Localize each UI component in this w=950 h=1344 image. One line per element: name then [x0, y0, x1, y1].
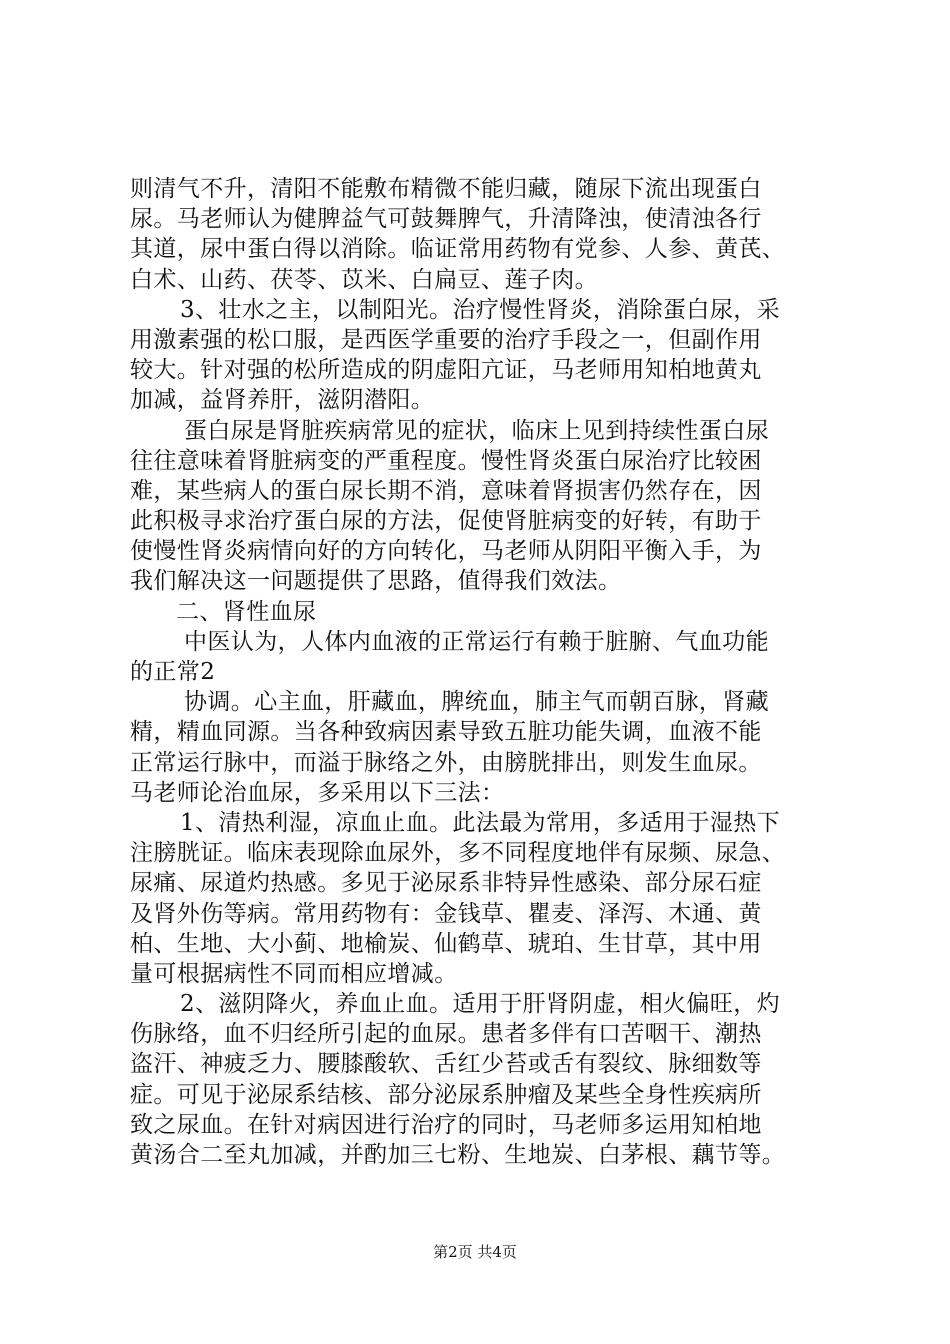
text-line: 柏、生地、大小蓟、地榆炭、仙鹤草、琥珀、生甘草，其中用	[130, 930, 762, 957]
text-line: 尿痛、尿道灼热感。多见于泌尿系非特异性感染、部分尿石症	[130, 870, 762, 897]
text-line: 难，某些病人的蛋白尿长期不消，意味着肾损害仍然存在，因	[130, 477, 762, 504]
text-line: 则清气不升，清阳不能敷布精微不能归藏，随尿下流出现蛋白	[130, 176, 762, 202]
text-line: 尿。马老师认为健脾益气可鼓舞脾气，升清降浊，使清浊各行	[130, 206, 762, 233]
text-line: 其道，尿中蛋白得以消除。临证常用药物有党参、人参、黄芪、	[130, 236, 786, 263]
text-line: 致之尿血。在针对病因进行治疗的同时，马老师多运用知柏地	[130, 1111, 762, 1138]
text-line: 1、清热利湿，凉血止血。此法最为常用，多适用于湿热下	[180, 809, 781, 836]
text-line: 此积极寻求治疗蛋白尿的方法，促使肾脏病变的好转，有助于	[130, 508, 762, 535]
text-line: 2、滋阴降火，养血止血。适用于肝肾阴虚，相火偏旺，灼	[180, 991, 781, 1018]
text-line: 往往意味着肾脏病变的严重程度。慢性肾炎蛋白尿治疗比较困	[130, 447, 762, 474]
text-line: 盗汗、神疲乏力、腰膝酸软、舌红少苔或舌有裂纹、脉细数等	[130, 1051, 762, 1078]
text-line: 中医认为，人体内血液的正常运行有赖于脏腑、气血功能	[184, 628, 769, 655]
page-number-label: 第2页 共4页	[433, 1243, 517, 1261]
text-line: 较大。针对强的松所造成的阴虚阳亢证，马老师用知柏地黄丸	[130, 357, 762, 384]
text-line: 及肾外伤等病。常用药物有：金钱草、瞿麦、泽泻、木通、黄	[130, 900, 762, 927]
text-line: 正常运行脉中，而溢于脉络之外，由膀胱排出，则发生血尿。	[130, 749, 762, 776]
text-line: 协调。心主血，肝藏血，脾统血，肺主气而朝百脉，肾藏	[184, 689, 769, 716]
text-line: 注膀胱证。临床表现除血尿外，多不同程度地伴有尿频、尿急、	[130, 840, 786, 867]
text-line: 伤脉络，血不归经所引起的血尿。患者多伴有口苦咽干、潮热	[130, 1021, 762, 1048]
section-heading: 二、肾性血尿	[176, 598, 317, 625]
text-line: 的正常2	[130, 659, 216, 685]
page-footer	[0, 1242, 950, 1262]
text-line: 使慢性肾炎病情向好的方向转化，马老师从阴阳平衡入手，为	[130, 538, 762, 565]
text-line: 蛋白尿是肾脏疾病常见的症状，临床上见到持续性蛋白尿	[184, 417, 769, 444]
text-line: 量可根据病性不同而相应增减。	[130, 960, 458, 987]
text-line: 加减，益肾养肝，滋阴潜阳。	[130, 387, 435, 414]
text-line: 我们解决这一问题提供了思路，值得我们效法。	[130, 568, 622, 595]
text-line: 3、壮水之主，以制阳光。治疗慢性肾炎，消除蛋白尿，采	[180, 296, 781, 323]
text-line: 白术、山药、茯苓、苡米、白扁豆、莲子肉。	[130, 266, 598, 293]
text-line: 精，精血同源。当各种致病因素导致五脏功能失调，血液不能	[130, 719, 762, 746]
text-line: 症。可见于泌尿系结核、部分泌尿系肿瘤及某些全身性疾病所	[130, 1081, 762, 1108]
text-line: 黄汤合二至丸加减，并酌加三七粉、生地炭、白茅根、藕节等。	[130, 1142, 786, 1168]
document-body	[130, 174, 830, 1170]
text-line: 用激素强的松口服，是西医学重要的治疗手段之一，但副作用	[130, 326, 762, 353]
text-line: 马老师论治血尿，多采用以下三法：	[130, 779, 505, 806]
